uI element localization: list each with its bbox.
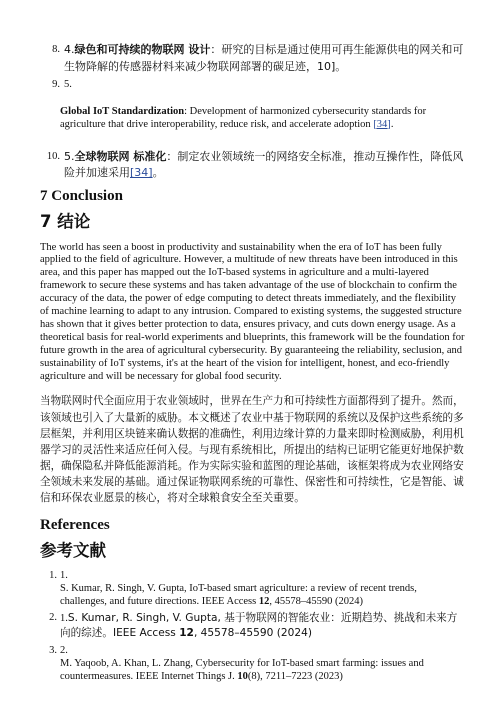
section-heading-conclusion-zh: 7 结论: [40, 211, 91, 231]
reference-volume: 12: [179, 627, 194, 640]
list-number: 8.: [52, 44, 60, 55]
list-number: 9.: [52, 79, 60, 90]
reference-volume: 12: [258, 596, 270, 608]
reference-item-2: [40, 611, 465, 641]
reference-sub-number: 2.: [60, 645, 68, 657]
citation-link[interactable]: [34]: [373, 118, 391, 130]
reference-text: [60, 611, 465, 641]
list-item-body: ：制定农业领域统一的网络安全标准，推动互操作性，降低风险并加速采用: [64, 149, 464, 179]
reference-sub-number: 1.: [60, 613, 68, 625]
reference-pages: (8), 7211–7223 (2023): [247, 671, 343, 683]
citation-link[interactable]: [34]: [130, 166, 153, 179]
list-item-text: [64, 150, 463, 180]
reference-number: 2.: [49, 612, 57, 624]
reference-sub-number: 1.: [60, 570, 68, 582]
list-item-text: [64, 43, 463, 73]
list-number: 10.: [46, 150, 60, 162]
reference-item-1: [40, 569, 465, 608]
paper-page: [40, 42, 465, 683]
list-item-body: ：研究的目标是通过使用可再生能源供电的网关和可生物降解的传感器材料来减少物联网部署的碳足迹，10]。: [64, 43, 464, 73]
list-item-text: 5.: [64, 79, 72, 90]
list-prefix: 4.: [64, 43, 75, 56]
reference-item-3: [40, 644, 465, 683]
list-item-title: 全球物联网 标准化: [74, 149, 167, 163]
list-item-title: 绿色和可持续的物联网 设计: [74, 43, 211, 56]
section-heading-references-zh: 参考文献: [40, 541, 106, 561]
reference-pages: , 45578–45590 (2024): [269, 596, 363, 608]
list-item-8: [40, 42, 465, 75]
standardization-paragraph: [40, 105, 465, 131]
reference-text: [60, 657, 465, 683]
standardization-text: : Development of harmonized cybersecurity standards for agriculture that drive interoperability, reduce risk, and accelerate adoption: [60, 105, 427, 130]
sentence-end: .: [390, 118, 394, 130]
reference-volume: 10: [237, 671, 248, 683]
reference-pages: , 45578–45590 (2024): [193, 627, 312, 640]
conclusion-paragraph-zh: 当物联网时代全面应用于农业领域时，世界在生产力和可持续性方面都得到了提升。然而，该领域也引入了大量新的威胁。本文概述了农业中基于物联网的系统以及保护这些系统的多层框架，并利用区块链来确认数据的准确性，利用边缘计算的力量来即时检测威胁，利用机器学习的灵活性来适应任何入侵。与现有系统相比，所提出的结构已证明它能更好地保护数据，确保隐私并降低能源消耗。作为实际实验和蓝图的理论基础，该框架将成为农业网络安全领域未来发展的基础。通过保证物联网系统的可靠性、保密性和可持续性，它是智能、诚信和环保农业愿景的核心，将对全球粮食安全至关重要。: [40, 395, 464, 505]
reference-citation: S. Kumar, R. Singh, V. Gupta, IoT-based smart agriculture: a review of recent trends, challenges, and future directions. IEEE Access: [60, 583, 417, 608]
list-prefix: 5.: [64, 149, 75, 163]
reference-number: 3.: [49, 645, 57, 657]
list-item-9: [40, 77, 465, 93]
sentence-end: 。: [152, 166, 164, 179]
section-heading-conclusion-en: 7 Conclusion: [40, 187, 123, 204]
reference-text: [60, 582, 465, 608]
list-item-10: [40, 149, 465, 182]
standardization-title: Global IoT Standardization: [60, 105, 185, 117]
reference-number: 1.: [49, 570, 57, 582]
reference-citation: S. Kumar, R. Singh, V. Gupta, 基于物联网的智能农业：近期趋势、挑战和未来方向的综述。IEEE Access: [60, 612, 458, 640]
conclusion-paragraph-en: The world has seen a boost in productivity and sustainability when the era of IoT has been fully applied to the field of agriculture. However, a multitude of new threats have been introduced in this area, and this paper has mapped out the IoT-based systems in agriculture and a multi-layered framework to secure these systems and has taken advantage of the use of blockchain to confirm the accuracy of the data, the power of edge computing to detect threats immediately, and the flexibility of machine learning to adapt to any intrusion. Compared to existing systems, the suggested structure has shown that it gives better protection to data, ensures privacy, and cuts down energy usage. As a theoretical basis for real-world experiments and blueprints, this framework will be the foundation for future growth in the area of agricultural cybersecurity. By guaranteeing the reliability, seclusion, and sustainability of IoT systems, it's at the heart of the vision for intelligent, honest, and eco-friendly agriculture and will be necessary for global food security.: [40, 241, 465, 382]
reference-citation: M. Yaqoob, A. Khan, L. Zhang, Cybersecurity for IoT-based smart farming: issues and countermeasures. IEEE Internet Things J.: [60, 658, 424, 683]
section-heading-references-en: References: [40, 517, 110, 534]
